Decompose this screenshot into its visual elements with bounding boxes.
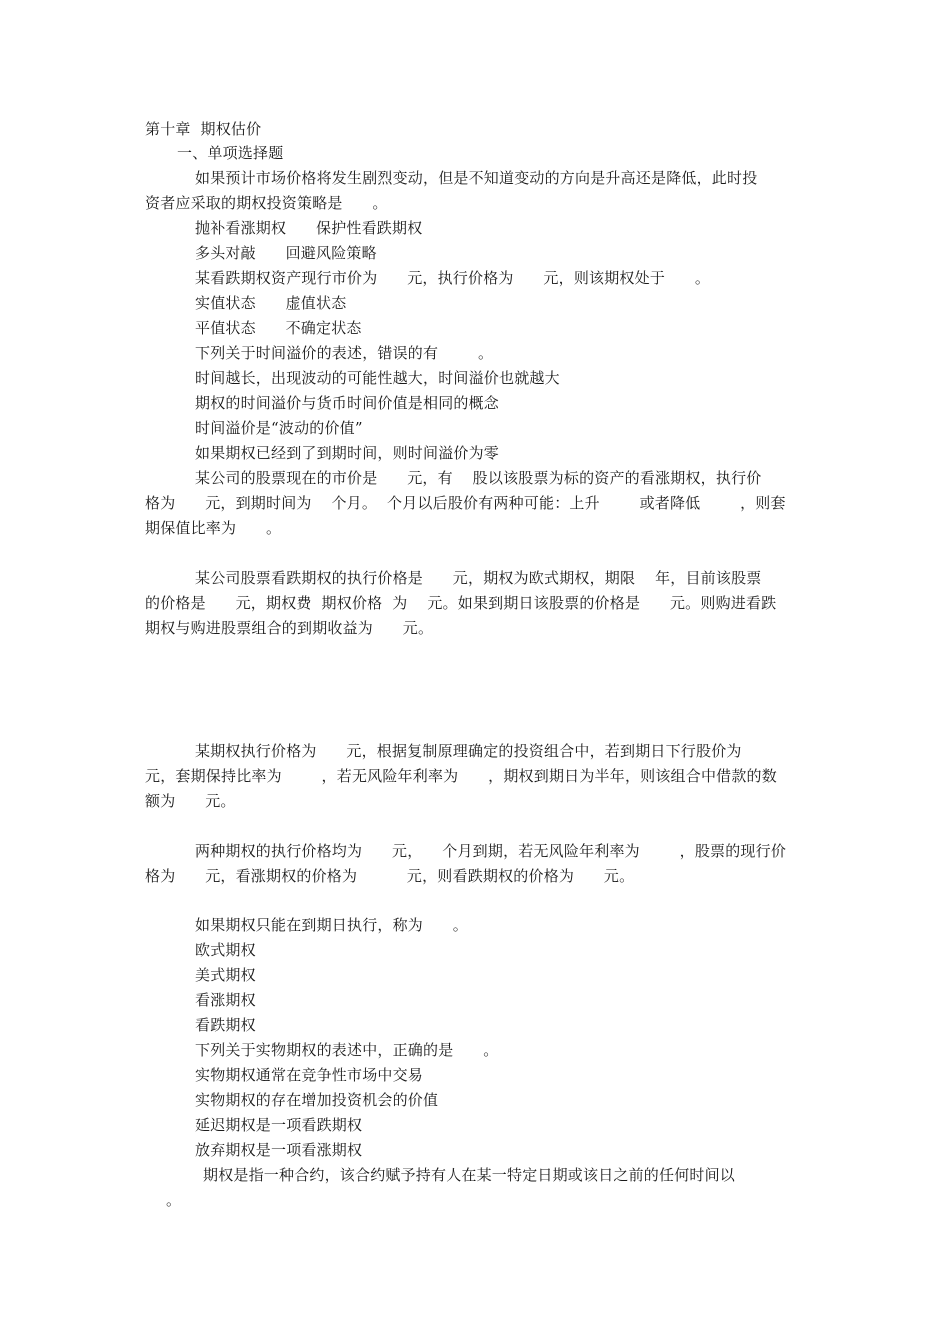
q1-options-row2: 多头对敲 回避风险策略	[195, 244, 377, 262]
q5-line2: 的价格是 元，期权费 期权价格 为 元。如果到期日该股票的价格是 元。则购进看跌	[145, 594, 777, 612]
q7-line2: 格为 元，看涨期权的价格为 元，则看跌期权的价格为 元。	[145, 867, 635, 885]
q4-line2: 格为 元，到期时间为 个月。 个月以后股价有两种可能：上升 或者降低 ，则套	[145, 494, 786, 512]
q2-line1: 某看跌期权资产现行市价为 元，执行价格为 元，则该期权处于 。	[195, 269, 711, 287]
q7-line1: 两种期权的执行价格均为 元， 个月到期，若无风险年利率为 ，股票的现行价	[195, 842, 787, 860]
q8-option-b: 美式期权	[195, 966, 256, 984]
q3-option-b: 期权的时间溢价与货币时间价值是相同的概念	[195, 394, 500, 412]
q3-line1: 下列关于时间溢价的表述，错误的有 。	[195, 344, 494, 362]
q9-option-b: 实物期权的存在增加投资机会的价值	[195, 1091, 439, 1109]
q9-option-c: 延迟期权是一项看跌期权	[195, 1116, 363, 1134]
section-title: 一、单项选择题	[177, 144, 284, 162]
q3-option-a: 时间越长，出现波动的可能性越大，时间溢价也就越大	[195, 369, 560, 387]
q9-option-d: 放弃期权是一项看涨期权	[195, 1141, 363, 1159]
chapter-title: 第十章 期权估价	[145, 120, 262, 138]
q2-options-row2: 平值状态 不确定状态	[195, 319, 362, 337]
q5-line1: 某公司股票看跌期权的执行价格是 元，期权为欧式期权，期限 年，目前该股票	[195, 569, 762, 587]
q9-option-a: 实物期权通常在竞争性市场中交易	[195, 1066, 424, 1084]
q9-line1: 下列关于实物期权的表述中，正确的是 。	[195, 1041, 499, 1059]
q1-line2: 资者应采取的期权投资策略是 。	[145, 194, 388, 212]
q10-line2: 。	[166, 1191, 182, 1209]
q8-option-d: 看跌期权	[195, 1016, 256, 1034]
q8-line1: 如果期权只能在到期日执行，称为 。	[195, 916, 469, 934]
q10-line1: 期权是指一种合约，该合约赋予持有人在某一特定日期或该日之前的任何时间以	[203, 1166, 736, 1184]
q1-options-row1: 抛补看涨期权 保护性看跌期权	[195, 219, 423, 237]
q1-line1: 如果预计市场价格将发生剧烈变动，但是不知道变动的方向是升高还是降低，此时投	[195, 169, 758, 187]
q2-options-row1: 实值状态 虚值状态	[195, 294, 347, 312]
q3-option-c: 时间溢价是“波动的价值”	[195, 419, 363, 437]
q5-line3: 期权与购进股票组合的到期收益为 元。	[145, 619, 434, 637]
q3-option-d: 如果期权已经到了到期时间，则时间溢价为零	[195, 444, 500, 462]
q8-option-c: 看涨期权	[195, 991, 256, 1009]
q4-line3: 期保值比率为 。	[145, 519, 282, 537]
q6-line1: 某期权执行价格为 元，根据复制原理确定的投资组合中，若到期日下行股价为	[195, 742, 742, 760]
q4-line1: 某公司的股票现在的市价是 元，有 股以该股票为标的资产的看涨期权，执行价	[195, 469, 762, 487]
q8-option-a: 欧式期权	[195, 941, 256, 959]
q6-line3: 额为 元。	[145, 792, 236, 810]
q6-line2: 元，套期保持比率为 ，若无风险年利率为 ，期权到期日为半年，则该组合中借款的数	[145, 767, 777, 785]
